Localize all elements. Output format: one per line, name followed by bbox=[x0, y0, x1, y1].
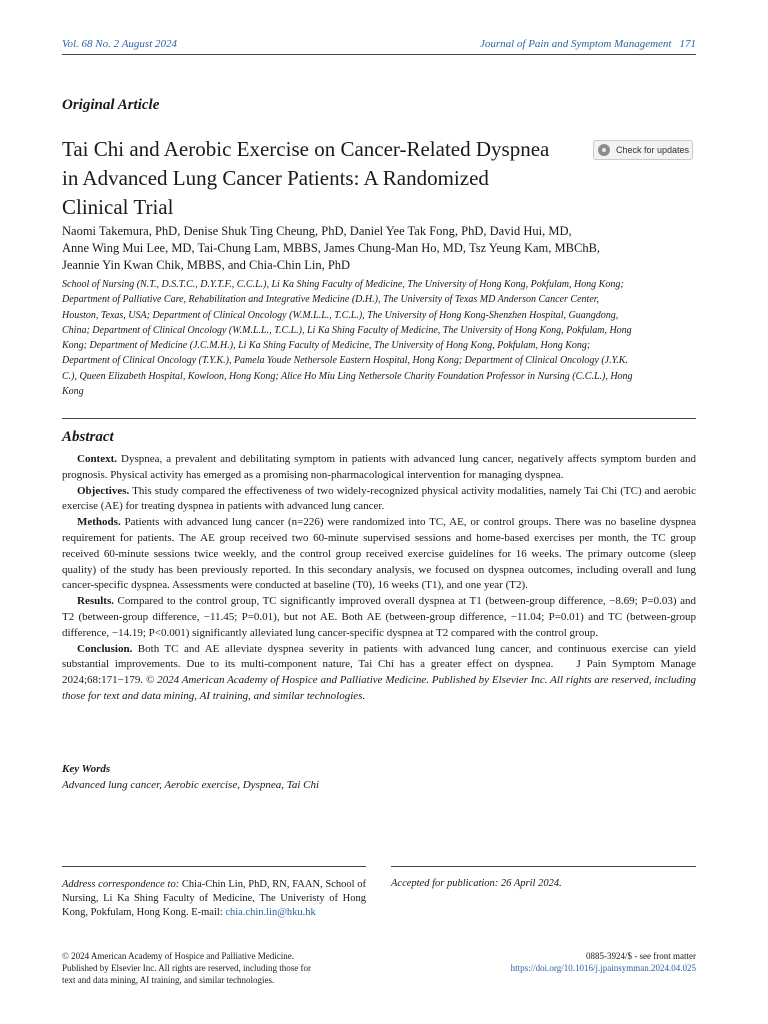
affiliation-line: Houston, Texas, USA; Department of Clinical Oncology (W.M.L.L., T.C.L.), The University of Hong Kong-Shenzhen Hospital, Guangdong, bbox=[62, 309, 619, 321]
affiliation-line: Kong; Department of Medicine (J.C.M.H.), Li Ka Shing Faculty of Medicine, The University of Hong Kong, Pokfulam, Hong Kong; bbox=[62, 340, 591, 352]
correspondence-note bbox=[62, 878, 366, 919]
title-line: in Advanced Lung Cancer Patients: A Randomized bbox=[62, 166, 489, 190]
abstract-results bbox=[62, 594, 696, 641]
methods-label: Methods. bbox=[77, 516, 121, 529]
author-list bbox=[62, 223, 702, 274]
footer-issn-doi bbox=[511, 950, 696, 974]
accepted-date: Accepted for publication: 26 April 2024. bbox=[391, 878, 562, 889]
journal-info bbox=[480, 38, 696, 50]
correspondence-text: Chia-Chin Lin, PhD, RN, FAAN, School of Nursing, Li Ka Shing Faculty of Medicine, The Univeristy of Hong Kong, Pokfulam, Hong Kong. E-mail: bbox=[62, 879, 366, 918]
affiliation-line: Kong bbox=[62, 386, 84, 398]
issue-info: Vol. 68 No. 2 August 2024 bbox=[62, 38, 178, 50]
correspondence-label: Address correspondence to: bbox=[62, 879, 180, 890]
check-for-updates-label: Check for updates bbox=[616, 145, 690, 155]
email-link[interactable]: chia.chin.lin@hku.hk bbox=[225, 906, 316, 918]
abstract-methods bbox=[62, 515, 696, 594]
title-line: Tai Chi and Aerobic Exercise on Cancer-Related Dyspnea bbox=[62, 137, 550, 161]
keywords: Advanced lung cancer, Aerobic exercise, Dyspnea, Tai Chi bbox=[62, 779, 320, 791]
affiliation-line: China; Department of Clinical Oncology (W.M.L.L., T.C.L.), Li Ka Shing Faculty of Medicine, The University of Hong Kong, Pokfulam, Hong bbox=[62, 324, 632, 336]
footnote-divider-right bbox=[391, 866, 696, 867]
check-for-updates-button[interactable] bbox=[593, 140, 693, 160]
title-line: Clinical Trial bbox=[62, 195, 174, 219]
doi-link[interactable]: https://doi.org/10.1016/j.jpainsymman.2024.04.025 bbox=[510, 963, 696, 973]
keywords-heading: Key Words bbox=[62, 763, 111, 775]
abstract-heading: Abstract bbox=[62, 429, 114, 445]
author-line: Jeannie Yin Kwan Chik, MBBS, and Chia-Chin Lin, PhD bbox=[62, 258, 351, 272]
affiliation-line: School of Nursing (N.T., D.S.T.C., D.Y.T.F., C.C.L.), Li Ka Shing Faculty of Medicine, The University of Hong Kong, Pokfulam, Hong Kong; bbox=[62, 279, 624, 290]
copyright-line: text and data mining, AI training, and similar technologies. bbox=[62, 975, 275, 985]
abstract-divider bbox=[62, 418, 696, 419]
footer-copyright bbox=[62, 950, 382, 986]
author-line: Naomi Takemura, PhD, Denise Shuk Ting Cheung, PhD, Daniel Yee Tak Fong, PhD, David Hui, MD, bbox=[62, 224, 572, 238]
affiliation-line: Department of Palliative Care, Rehabilitation and Integrative Medicine (D.H.), The University of Texas MD Anderson Cancer Center, bbox=[62, 294, 600, 306]
issn: 0885-3924/$ - see front matter bbox=[586, 951, 696, 961]
abstract-objectives bbox=[62, 484, 696, 516]
context-text: Dyspnea, a prevalent and debilitating symptom in patients with advanced lung cancer, negatively affects symptom burden and prognosis. Physical activity has emerged as a promising non-pharmacological intervention for managing dyspnea. bbox=[62, 453, 696, 481]
page-number: 171 bbox=[679, 38, 696, 50]
article-title bbox=[62, 135, 592, 222]
footnote-divider-left bbox=[62, 866, 366, 867]
affiliations bbox=[62, 277, 702, 399]
article-type: Original Article bbox=[62, 97, 160, 113]
crossmark-icon bbox=[598, 144, 610, 156]
results-text: Compared to the control group, TC significantly improved overall dyspnea at T1 (between-group difference, −8.69; P=0.03) and T2 (between-group difference, −11.45; P=0.01), but not AE. Both AE (between-group difference, −11.04; P=0.01) and TC (between-group difference, −14.19; P<0.001) significantly alleviated lung cancer-specific dyspnea at T2 compared with the control group. bbox=[62, 595, 696, 639]
copyright-line: Published by Elsevier Inc. All rights are reserved, including those for bbox=[62, 963, 311, 973]
abstract-body bbox=[62, 452, 699, 705]
objectives-label: Objectives. bbox=[77, 484, 130, 497]
affiliation-line: Department of Clinical Oncology (T.Y.K.), Pamela Youde Nethersole Eastern Hospital, Hong Kong; Department of Clinical Oncology (J.Y.K. bbox=[62, 355, 628, 367]
citation: J Pain Symptom Manage 2024;68:171−179. bbox=[62, 658, 699, 687]
running-header bbox=[62, 38, 696, 55]
results-label: Results. bbox=[77, 595, 114, 608]
conclusion-text: Both TC and AE alleviate dyspnea severity in patients with advanced lung cancer, and continuous exercise can yield substantial improvements. Due to its multi-component nature, Tai Chi has a greater effect on dyspnea. bbox=[62, 642, 696, 671]
abstract-context bbox=[62, 452, 696, 484]
methods-text: Patients with advanced lung cancer (n=226) were randomized into TC, AE, or control groups. There was no baseline dyspnea requirement for patients. The AE group received two 60-minute supervised sessions and home-based exercises per month, the TC group received 60-minute sessions twice weekly, and the control group received exercise guidelines for 16 weeks. The primary outcome (sleep quality) of the study has been previously reported. In this secondary analysis, we focused on dyspnea outcomes, including overall and lung cancer-specific dyspnea. Assessments were conducted at baseline (T0), 16 weeks (T1), and one year (T2). bbox=[62, 516, 696, 592]
context-label: Context. bbox=[77, 453, 118, 465]
abstract-conclusion bbox=[62, 642, 699, 705]
copyright-line: © 2024 American Academy of Hospice and Palliative Medicine. bbox=[62, 951, 295, 961]
conclusion-label: Conclusion. bbox=[77, 642, 133, 655]
affiliation-line: C.), Queen Elizabeth Hospital, Kowloon, Hong Kong; Alice Ho Miu Ling Nethersole Charity Foundation Professor in Nursing (C.C.L.), Hong bbox=[62, 370, 633, 382]
author-line: Anne Wing Mui Lee, MD, Tai-Chung Lam, MBBS, James Chung-Man Ho, MD, Tsz Yeung Kam, MBChB, bbox=[62, 241, 601, 255]
journal-name[interactable]: Journal of Pain and Symptom Management bbox=[479, 38, 672, 50]
objectives-text: This study compared the effectiveness of two widely-recognized physical activity modalities, namely Tai Chi (TC) and aerobic exercise (AE) for treating dyspnea in patients with advanced lung cancer. bbox=[62, 484, 696, 513]
abstract-copyright: © 2024 American Academy of Hospice and Palliative Medicine. Published by Elsevier Inc. All rights are reserved, including those for text and data mining, AI training, and similar technologies. bbox=[62, 674, 696, 702]
